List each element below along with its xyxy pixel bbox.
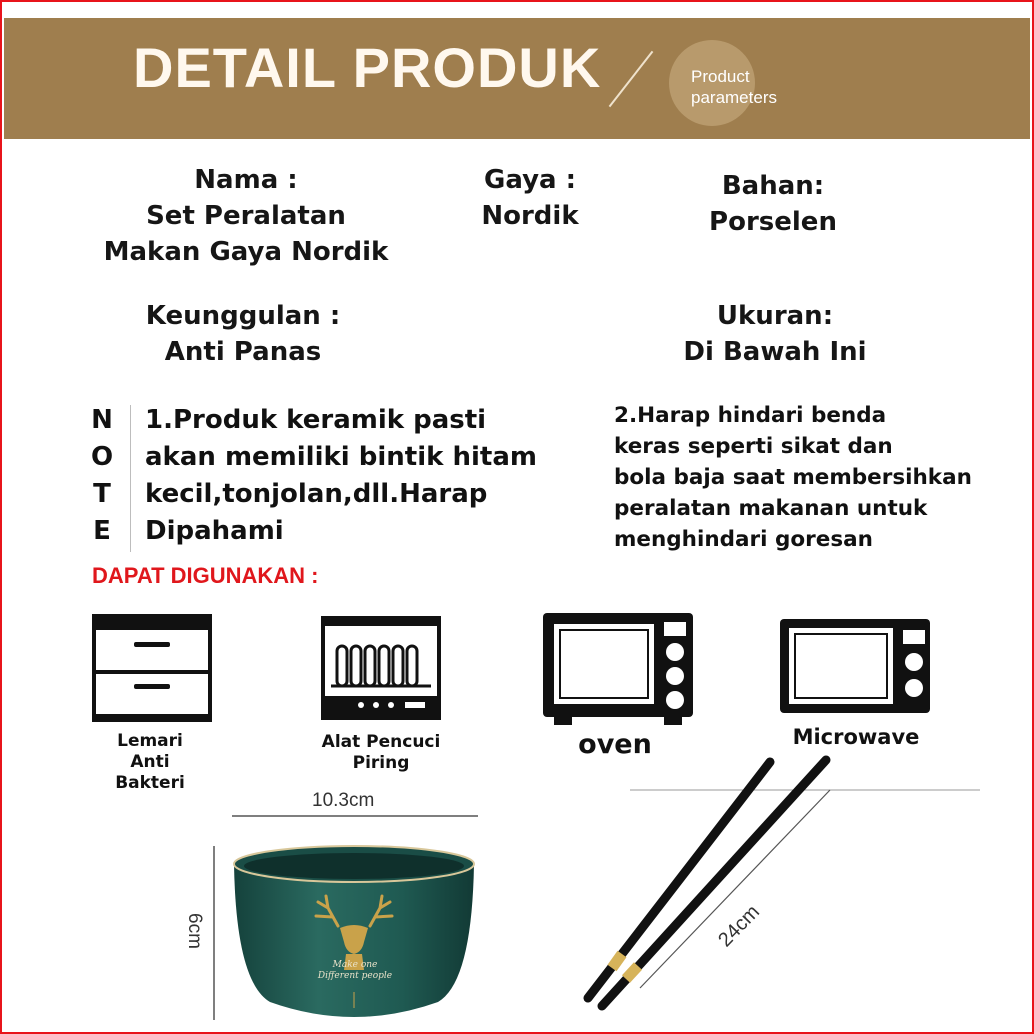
header-subtitle-line1: Product [691, 67, 750, 86]
page-title: DETAIL PRODUK [133, 36, 602, 99]
bowl-illustration [230, 842, 478, 1024]
oven-label-line: oven [578, 729, 652, 760]
note-letter: T [93, 479, 111, 509]
microwave-icon [777, 616, 933, 720]
bowl-motto [300, 960, 410, 982]
attr-bahan-label: Bahan: [721, 171, 825, 201]
sterilizer-label-line: Anti [130, 752, 170, 772]
attr-gaya-label: Gaya : [483, 165, 577, 195]
attr-gaya [450, 162, 610, 234]
attr-nama-label: Nama : [194, 165, 298, 195]
sterilizer-cabinet-icon [92, 614, 212, 724]
attr-nama-value-1: Set Peralatan [146, 201, 346, 231]
bowl-width-label: 10.3cm [312, 790, 375, 811]
microwave-label [776, 723, 936, 751]
attr-bahan-value: Porselen [709, 207, 837, 237]
note-divider [130, 405, 131, 552]
note-1-line: 1.Produk keramik pasti [145, 405, 487, 435]
note-1-line: Dipahami [145, 516, 284, 546]
dishwasher-label-line: Alat Pencuci [321, 732, 441, 752]
note-2-line: menghindari goresan [614, 527, 873, 552]
note-2-line: peralatan makanan untuk [614, 496, 928, 521]
attr-ukuran-label: Ukuran: [716, 301, 834, 331]
note-1 [145, 402, 537, 550]
dishwasher-label [316, 732, 446, 774]
attr-bahan [673, 168, 873, 240]
attr-ukuran [650, 298, 900, 370]
usable-title: DAPAT DIGUNAKAN : [92, 563, 319, 588]
note-2 [614, 400, 972, 555]
attr-keunggulan-label: Keunggulan : [145, 301, 341, 331]
note-letter: E [93, 516, 111, 546]
bowl-motto-line2: Different people [317, 971, 393, 981]
header-subtitle-line2: parameters [691, 88, 777, 107]
note-1-line: akan memiliki bintik hitam [145, 442, 537, 472]
attr-keunggulan [113, 298, 373, 370]
header-subtitle [691, 66, 777, 108]
note-vertical-label [88, 402, 116, 550]
sterilizer-label-line: Lemari [117, 731, 183, 751]
note-2-line: keras seperti sikat dan [614, 434, 893, 459]
attr-keunggulan-value: Anti Panas [164, 337, 322, 367]
microwave-label-line: Microwave [792, 725, 920, 749]
dishwasher-icon [321, 616, 441, 722]
note-1-line: kecil,tonjolan,dll.Harap [145, 479, 488, 509]
bowl-motto-line1: Make one [332, 960, 378, 970]
note-letter: O [90, 442, 114, 472]
note-2-line: bola baja saat membersihkan [614, 465, 972, 490]
dishwasher-label-line: Piring [352, 753, 410, 773]
chopsticks-illustration [560, 750, 980, 1020]
sterilizer-label [100, 731, 200, 794]
attr-nama-value-2: Makan Gaya Nordik [103, 237, 389, 267]
bowl-height-label: 6cm [183, 913, 205, 949]
sterilizer-label-line: Bakteri [115, 773, 185, 793]
chopstick-length-label: 24cm [714, 900, 764, 952]
note-2-line: 2.Harap hindari benda [614, 403, 887, 428]
oven-icon [540, 610, 696, 728]
attr-ukuran-value: Di Bawah Ini [683, 337, 867, 367]
note-letter: N [91, 405, 113, 435]
attr-gaya-value: Nordik [481, 201, 579, 231]
attr-nama [86, 162, 406, 270]
